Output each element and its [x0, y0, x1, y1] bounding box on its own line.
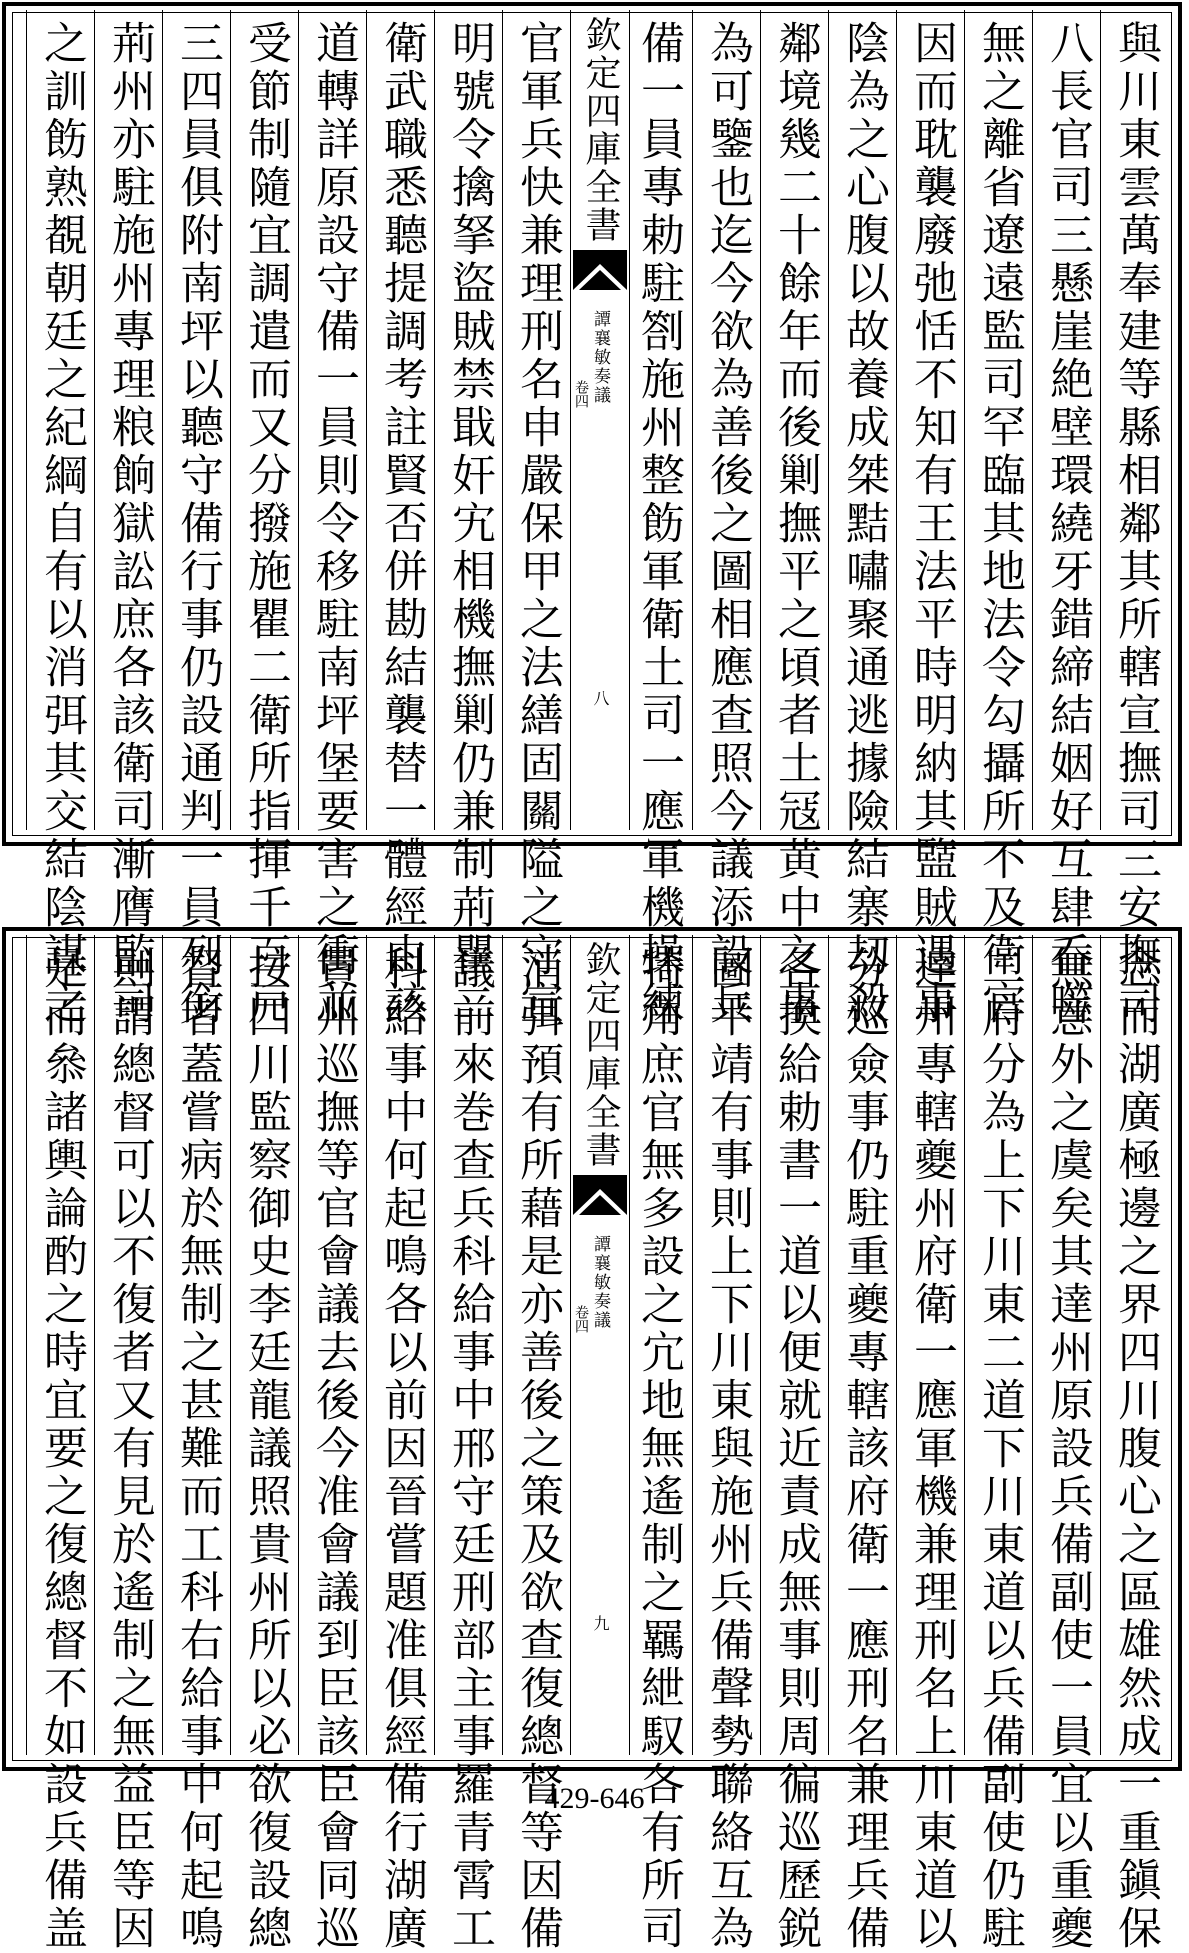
text-column: 八長官司三懸崖絶壁環繞牙錯締結姻好互肆呑噬: [1032, 10, 1101, 830]
center-fold: [570, 935, 630, 1755]
text-column: 是而叅諸輿論酌之時宜要之復總督不如設兵備盖: [26, 935, 95, 1755]
text-column: 衛武職悉聽提調考註賢否併勘結襲替一體經由該: [366, 10, 435, 830]
text-column: 之訓飭熟覩朝廷之紀綱自有以消弭其交結陰謀之: [26, 10, 95, 830]
text-column: 備一員專勅駐劄施州整飭軍衛土司一應軍機操練: [633, 20, 684, 1028]
book-title: 欽定四庫全書: [580, 16, 621, 244]
text-column: 道轉詳原設守備一員則令移駐南坪堡要害之衝並: [298, 10, 367, 830]
text-column: 按四川監察御史李廷龍議照貴州所以必欲復設總: [230, 935, 299, 1755]
text-column: 無之離省遼遠監司罕臨其地法令勾攝所不及衛官: [964, 10, 1033, 830]
text-column: 無意外之虞矣其達州原設兵備副使一員宜以重夔: [1032, 935, 1101, 1755]
text-column: 犄角庶官無多設之宂地無遙制之羈紲馭各有所司: [633, 945, 684, 1953]
text-column: 受節制隨宜調遣而又分撥施瞿二衛所指揮千百戸: [230, 10, 299, 830]
text-column: 貴州巡撫等官會議去後今准會議到臣該臣會同巡: [298, 935, 367, 1755]
text-column: 督者蓋嘗病於無制之甚難而工科右給事中何起鳴: [162, 935, 231, 1755]
text-column: 陰為之心腹以故養成桀黠嘯聚通逃據險結寨刼殺: [828, 10, 897, 830]
page-number: 八: [591, 690, 610, 706]
book-subtitle: 譚襄敏奏議: [590, 1235, 610, 1330]
catalog-page-number: 429-646: [544, 1782, 645, 1815]
text-column: 達州專轄夔州府衛一應軍機兼理刑名上川東道以: [896, 935, 965, 1755]
volume-label: 卷四: [573, 1305, 589, 1333]
text-column: 念而湖廣極邊之界四川腹心之區雄然成一重鎭保: [1100, 935, 1169, 1755]
text-column: 官軍兵快兼理刑名申嚴保甲之法繕固關隘之守宣: [502, 10, 571, 830]
text-column: 二府分為上下川東二道下川東道以兵備副使仍駐: [964, 935, 1033, 1755]
text-column: 與川東雲萬奉建等縣相鄰其所轄宣撫司三安撫司: [1100, 10, 1169, 830]
fishtail-mark-icon: [573, 250, 627, 290]
text-column: 各換給勅書一道以便就近責成無事則周徧巡歷鋭: [760, 935, 829, 1755]
text-column: 分巡僉事仍駐重夔專轄該府衛一應刑名兼理兵備: [828, 935, 897, 1755]
center-fold: [570, 10, 630, 830]
text-column: 消弭預有所藉是亦善後之策及欲查復總督等因備: [502, 935, 571, 1755]
book-title: 欽定四庫全書: [580, 941, 621, 1169]
text-column: 議前來巻查兵科給事中邢守廷刑部主事羅青霄工: [434, 935, 503, 1755]
fishtail-mark-icon: [573, 1175, 627, 1215]
text-column: 則謂總督可以不復者又有見於遙制之無益臣等因: [94, 935, 163, 1755]
text-column: 三四員俱附南坪以聽守備行事仍設通判一員列銜: [162, 10, 231, 830]
text-column: 荊州亦駐施州專理粮餉獄訟庶各該衛司漸膺監司: [94, 10, 163, 830]
text-column: 明號令擒拏盜賊禁戢奸宄相機撫剿仍兼制荊瞿二: [434, 10, 503, 830]
text-column: 圖平靖有事則上下川東與施州兵備聲勢聯絡互為: [692, 935, 761, 1755]
volume-label: 卷四: [573, 380, 589, 408]
text-column: 為可鑒也迄今欲為善後之圖相應查照今議添設兵: [692, 10, 761, 830]
page-number: 九: [591, 1615, 610, 1631]
text-column: 因而耽襲廢弛恬不知有王法平時明納其盬賊遇事: [896, 10, 965, 830]
text-column: 鄰境幾二十餘年而後剿撫平之頃者土冦黄中之事: [760, 10, 829, 830]
book-subtitle: 譚襄敏奏議: [590, 310, 610, 405]
text-column: 科給事中何起鳴各以前因晉嘗題准俱經備行湖廣: [366, 935, 435, 1755]
